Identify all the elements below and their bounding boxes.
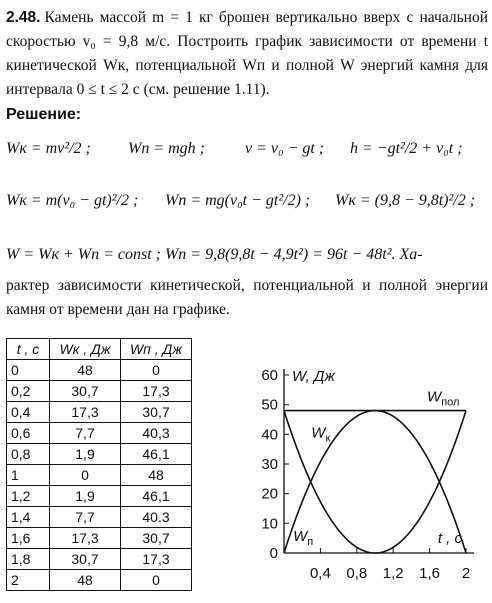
- y-tick-label: 60: [261, 367, 278, 384]
- x-tick-label: 1,6: [419, 565, 441, 582]
- x-tick-label: 0,8: [346, 565, 368, 582]
- table-cell: 1,9: [50, 486, 121, 507]
- formula-potential-expanded: Wп = mg(v₀t − gt²/2) ;: [165, 192, 311, 209]
- table-cell: 40,3: [121, 423, 192, 444]
- table-cell: 30,7: [121, 402, 192, 423]
- table-header-wp: Wп , Дж: [121, 339, 192, 360]
- table-cell: 1,9: [50, 444, 121, 465]
- table-cell: 17,3: [50, 528, 121, 549]
- table-cell: 17,3: [121, 381, 192, 402]
- table-cell: 0,4: [7, 402, 50, 423]
- table-cell: 0,2: [7, 381, 50, 402]
- formula-kinetic-numeric: Wк = (9,8 − 9,8t)²/2 ;: [335, 192, 476, 209]
- table-cell: 1,8: [7, 549, 50, 570]
- table-cell: 0: [121, 360, 192, 381]
- table-cell: 30,7: [50, 549, 121, 570]
- table-cell: 0: [7, 360, 50, 381]
- solution-description: рактер зависимости кинетической, потенциальной и полной энергии камня от времени дан на графике.: [6, 277, 488, 318]
- y-tick-label: 30: [261, 456, 278, 473]
- table-cell: 7,7: [50, 507, 121, 528]
- solution-heading: Решение:: [6, 106, 82, 123]
- table-cell: 1,6: [7, 528, 50, 549]
- series-label-1: $W_п$: [293, 528, 314, 549]
- problem-number: 2.48.: [6, 9, 41, 26]
- table-cell: 0,8: [7, 444, 50, 465]
- formula-height: h = −gt²/2 + v₀t ;: [350, 140, 463, 157]
- x-axis-label: t , с: [437, 530, 462, 547]
- formula-potential-energy: Wп = mgh ;: [128, 140, 206, 157]
- y-tick-label: 40: [261, 426, 278, 444]
- table-cell: 17,3: [121, 549, 192, 570]
- x-tick-label: 2: [461, 565, 471, 582]
- table-header-wk: Wк , Дж: [50, 339, 121, 360]
- table-cell: 0,6: [7, 423, 50, 444]
- table-cell: 1,4: [7, 507, 50, 528]
- formula-velocity: v = v₀ − gt ;: [245, 140, 325, 157]
- table-header-t: t , с: [7, 339, 50, 360]
- table-cell: 7,7: [50, 423, 121, 444]
- y-tick-label: 50: [261, 396, 278, 414]
- table-cell: 46,1: [121, 444, 192, 465]
- table-cell: 0: [121, 570, 192, 591]
- table-cell: 30,7: [50, 381, 121, 402]
- table-cell: 48: [121, 465, 192, 486]
- table-cell: 40.3: [121, 507, 192, 528]
- y-axis-label: W, Дж: [292, 368, 335, 385]
- table-cell: 48: [50, 360, 121, 381]
- table-cell: 1: [7, 465, 50, 486]
- x-tick-label: 0,4: [309, 565, 331, 582]
- problem-text: Камень массой m = 1 кг брошен вертикально вверх с начальной скоростью v₀ = 9,8 м/с. Построить график зависимости от времени t кинетической Wк, потенциальной Wп и полной W энергий камня для интервала 0 ≤ t ≤ 2 с (см. решение 1.11).: [6, 9, 488, 98]
- table-cell: 48: [50, 570, 121, 591]
- table-cell: 17,3: [50, 402, 121, 423]
- table-cell: 30,7: [121, 528, 192, 549]
- x-tick-label: 1,2: [382, 565, 404, 582]
- formula-kinetic-energy: Wк = mv²/2 ;: [6, 140, 91, 157]
- y-tick-label: 0: [269, 545, 278, 562]
- y-tick-label: 20: [261, 485, 278, 503]
- table-cell: 2: [7, 570, 50, 591]
- formula-kinetic-expanded: Wк = m(v₀ − gt)²/2 ;: [6, 192, 139, 209]
- y-tick-label: 10: [261, 515, 278, 533]
- table-cell: 1,2: [7, 486, 50, 507]
- series-label-2: $W_{пол}$: [427, 388, 460, 409]
- formula-total-energy: W = Wк + Wп = const ; Wп = 9,8(9,8t − 4,9t²) = 96t − 48t². Ха-: [6, 246, 423, 263]
- series-label-0: $W_к$: [311, 424, 331, 445]
- table-cell: 46,1: [121, 486, 192, 507]
- table-cell: 0: [50, 465, 121, 486]
